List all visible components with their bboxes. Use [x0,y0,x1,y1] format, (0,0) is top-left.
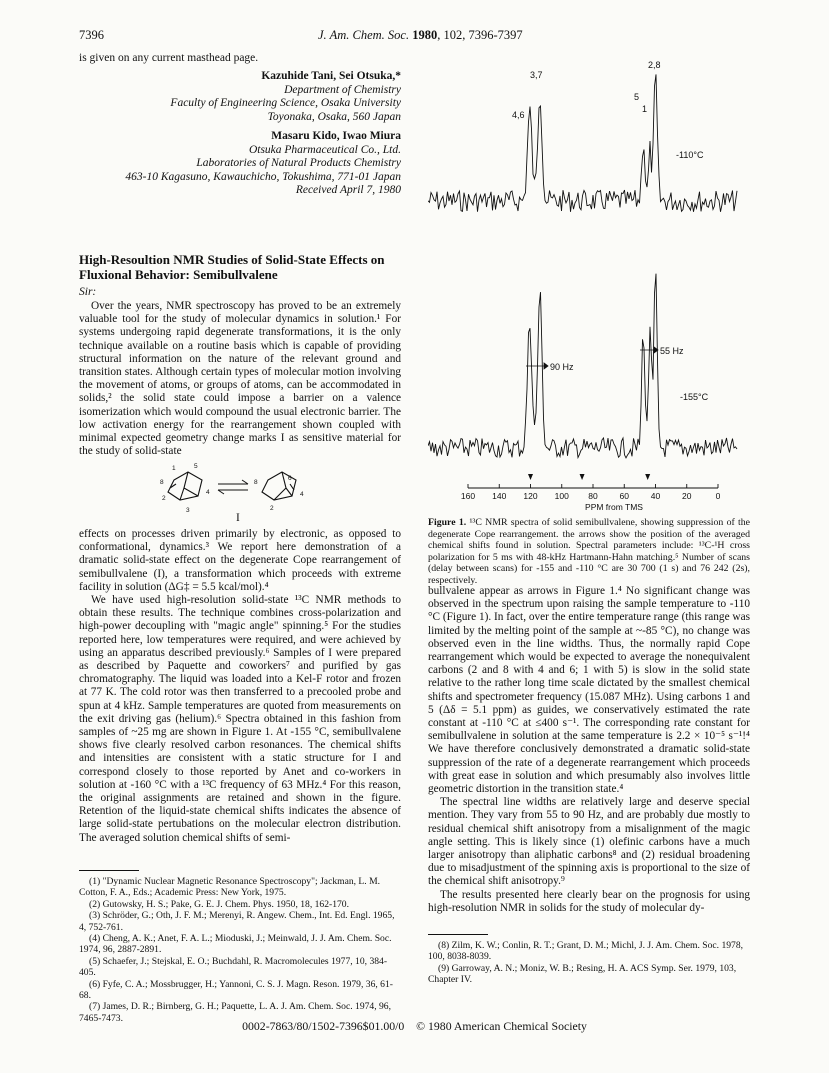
body-right [428,585,750,915]
authors-1: Kazuhide Tani, Sei Otsuka,* [261,70,401,82]
page-footer [0,1019,829,1034]
semibullvalene-scheme [150,458,330,520]
affil-2-line-1: Otsuka Pharmaceutical Co., Ltd. [248,143,401,156]
x-tick-label: 80 [588,491,598,501]
footnote-5: (5) Schaefer, J.; Stejskal, E. O.; Buchdahl, R. Macromolecules 1977, 10, 384-405. [79,955,388,979]
atom-label-8: 8 [160,479,164,486]
atom-label-4: 4 [206,489,210,496]
atom-label-4b: 4 [300,491,304,498]
footnote-rule-left [79,870,139,871]
para-1-cont: effects on processes driven primarily by electronic, as opposed to conformational, dynamics.³ We report here demonstration of a dramatic solid-state effect on the degenerate Cope rearrangement of semibullvalene (I), a transformation which proceeds with extreme facility in solution (ΔG‡ = 5.5 kcal/mol).⁴ [79,528,401,593]
scheme-label: I [236,512,240,524]
footnote-7: (7) James, D. R.; Birnberg, G. H.; Paquette, L. A. J. Am. Chem. Soc. 1974, 96, 7465-7473. [79,1001,392,1024]
footnote-9: (9) Garroway, A. N.; Moniz, W. B.; Resing, H. A. ACS Symp. Ser. 1979, 103, Chapter IV. [428,962,737,986]
footnotes-right [428,940,750,986]
affil-1-line-3: Toyonaka, Osaka, 560 Japan [267,110,401,123]
linewidth-label-90hz: 90 Hz [550,362,574,372]
journal-name: J. Am. Chem. Soc. [318,28,410,42]
atom-label-2b: 2 [270,505,274,512]
spectrum-bottom-trace [428,274,737,458]
footnote-6: (6) Fyfe, C. A.; Mossbrugger, H.; Yannoni, C. S. J. Magn. Reson. 1979, 36, 61-68. [79,978,393,1002]
x-tick-label: 120 [523,491,538,501]
equilibrium-arrows [218,480,248,494]
received-date: Received April 7, 1980 [295,184,401,196]
footnote-8: (8) Zilm, K. W.; Conlin, R. T.; Grant, D. M.; Michl, J. J. Am. Chem. Soc. 1978, 100, 8038-8039. [428,940,744,963]
atom-label-2: 2 [162,495,166,502]
averaged-shift-arrow [528,474,533,480]
authors-2: Masaru Kido, Iwao Miura [271,130,401,142]
averaged-shift-arrows [528,474,650,480]
running-header [318,28,523,43]
right-para-2: The spectral line widths are relatively large and deserve special mention. They vary from 55 to 90 Hz, and are probably due mostly to residual chemical shift anisotropy from a misalignment of the magic angle setting. This is likely since (1) olefinic carbons have a much larger anisotropy than aliphatic carbons⁸ and (2) residual broadening due to misadjustment of the spinning axis is proportional to the size of the chemical shift anisotropy.⁹ [428,796,750,888]
temp-label-bottom: -155°C [680,392,709,402]
para-1: Over the years, NMR spectroscopy has proved to be an extremely valuable tool for the study of molecular dynamics in solution.¹ For systems undergoing rapid degenerate transformations, it is the only technique available on a routine basis which is capable of providing structural information on the nature of the relevant ground and transition states. Although certain types of molecular motion involving the movement of atoms, or groups of atoms, can be accommodated in solids,² the solid state could impose a barrier on a valence isomerization which would compound the usual electronic barrier. The low activation energy for the rearrangement shown coupled with minimal expected geometry change marks I as sensitive material for the study of solid-state [79,300,401,458]
footnote-4: (4) Cheng, A. K.; Anet, F. A. L.; Mioduski, J.; Meinwald, J. J. Am. Chem. Soc. 1974, 96, 2887-2891. [79,933,392,956]
affil-1-line-1: Department of Chemistry [284,83,401,96]
x-axis-ticks [461,484,721,501]
page-number: 7396 [79,28,104,42]
affil-2-line-2: Laboratories of Natural Products Chemistry [196,157,401,169]
body-para-1 [79,300,401,458]
journal-citation: , 102, 7396-7397 [437,28,523,42]
atom-label-6b: 6 [288,475,292,482]
atom-label-3: 3 [186,507,190,514]
caption-label: Figure 1. [428,517,467,528]
x-tick-label: 0 [715,491,721,501]
x-tick-label: 60 [619,491,629,501]
x-tick-label: 40 [650,491,661,501]
peak-label-1: 1 [642,104,648,114]
x-tick-label: 20 [682,491,692,501]
atom-label-1: 1 [172,465,176,472]
masthead-note: is given on any current masthead page. [79,52,259,64]
footnote-1: (1) "Dynamic Nuclear Magnetic Resonance Spectroscopy"; Jackman, L. M. Cotton, F. A., Eds.; Academic Press: New York, 1975. [79,876,381,899]
averaged-shift-arrow [580,474,585,480]
peak-label-2-8: 2,8 [648,60,661,70]
footnote-3: (3) Schröder, G.; Oth, J. F. M.; Merenyi, R. Angew. Chem., Int. Ed. Engl. 1965, 4, 752-761. [79,910,395,933]
averaged-shift-arrow [645,474,650,480]
x-tick-label: 140 [492,491,507,501]
para-2: We have used high-resolution solid-state ¹³C NMR methods to obtain these results. The technique combines cross-polarization and high-power decoupling with "magic angle" spinning.⁵ For the studies reported here, low temperatures were required, and were achieved by using an apparatus described previously.⁶ Samples of I were prepared as described by Paquette and coworkers⁷ and purified by gas chromatography. The liquid was loaded into a Kel-F rotor and frozen at 77 K. The cold rotor was then transferred to a precooled probe and spun at 4 kHz. Sample temperatures are quoted from measurements on the exit driving gas (helium).⁶ Spectra obtained in this fashion from samples of ~25 mg are shown in Figure 1. At -155 °C, semibullvalene shows five clearly resolved carbon resonances. The chemical shifts and intensities are consistent with a static structure for I and correspond closely to those reported by Anet and co-workers in solution at -160 °C with a ¹³C frequency of 63 MHz.⁴ For this reason, the original assignments are retained and shown in the figure. Retention of the liquid-state chemical shifts indicates the absence of large solid-state pertubations on the molecular electron distribution. The averaged solution chemical shifts of semi- [79,594,401,844]
journal-year: 1980 [412,28,438,42]
peak-label-5: 5 [634,92,640,102]
linewidth-arrowhead-90hz [544,363,548,369]
affil-2-line-3: 463-10 Kagasuno, Kawauchicho, Tokushima, 771-01 Japan [125,170,401,183]
atom-label-8b: 8 [254,479,258,486]
right-para-3: The results presented here clearly bear on the prognosis for using high-resolution NMR in solids for the study of molecular dy- [428,888,750,914]
x-axis-label: PPM from TMS [585,502,643,512]
spectrum-top-trace [428,74,737,211]
atom-label-5: 5 [194,463,198,470]
x-tick-label: 160 [460,491,476,501]
caption-text: ¹³C NMR spectra of solid semibullvalene, showing suppression of the degenerate Cope rearrangement. the arrows show the position of the averaged chemical shifts found in solution. Spectral parameters include: ¹³C-¹H cross polarization for 5 ms with 48-kHz Hartmann-Hahn matching.⁵ Number of scans (delay between scans) for -155 and -110 °C are 30 700 (1 s) and 76 242 (2s), respectively. [428,517,750,586]
x-tick-label: 100 [554,491,569,501]
footer-code: 0002-7863/80/1502-7396$01.00/0 [242,1019,405,1033]
footnote-rule-right [428,934,488,935]
footnote-2: (2) Gutowsky, H. S.; Pake, G. E. J. Chem. Phys. 1950, 18, 162-170. [89,898,350,910]
prev-article-authors-block [79,70,401,198]
figure-1-spectra [428,56,754,512]
peak-label-4-6: 4,6 [512,110,525,120]
footer-copyright: © 1980 American Chemical Society [416,1019,587,1033]
footnotes-left [79,876,401,1024]
salutation: Sir: [79,286,97,298]
affil-1-line-2: Faculty of Engineering Science, Osaka University [170,97,401,109]
molecule-right-double-bond [290,484,294,490]
temp-label-top: -110°C [676,150,704,160]
peak-label-3-7: 3,7 [530,70,543,80]
body-left-lower [79,528,401,845]
linewidth-label-55hz: 55 Hz [660,346,684,356]
figure-1-caption [428,517,750,587]
article-title: High-Resoultion NMR Studies of Solid-State Effects on Fluxional Behavior: Semibullvalene [79,252,385,282]
right-para-1: bullvalene appear as arrows in Figure 1.⁴ No significant change was observed in the spectrum upon raising the sample temperature to -110 °C (Figure 1). In fact, over the entire temperature range (this range was limited by the melting point of the sample at ~-85 °C), no change was observed even in the line widths. Thus, the normally rapid Cope rearrangement which would be expected to average the nonequivalent carbons (2 and 8 with 4 and 6; 1 with 5) is slow in the solid state relative to the rather long time scale dictated by the smallest chemical shifts and spectrometer frequency (15.087 MHz). Using carbons 1 and 5 (Δδ = 5.1 ppm) as guides, we conservatively estimated the rate constant at -110 °C at ≤400 s⁻¹. The corresponding rate constant for semibullvalene in solution at the same temperature is 2.2 × 10⁻⁵ s⁻¹!⁴ We have therefore conclusively demonstrated a dramatic solid-state suppression of the rate of a degenerate rearrangement which proceeds with great ease in solution and which presumably also involves little geometric distortion in the transition state.⁴ [428,585,750,796]
